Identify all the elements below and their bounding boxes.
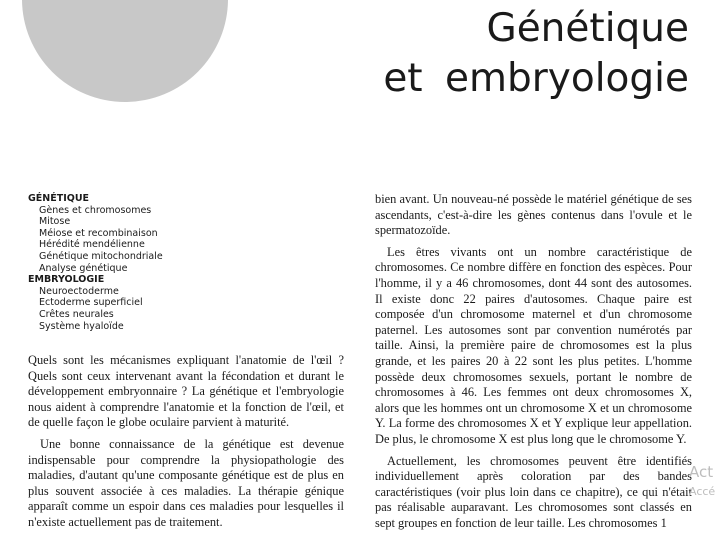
body-column-right <box>375 192 692 537</box>
watermark-line-1: Act <box>689 463 714 481</box>
activation-watermark <box>689 462 715 502</box>
chapter-contents <box>28 193 328 332</box>
toc-item: Analyse génétique <box>39 262 128 274</box>
toc-item: Génétique mitochondriale <box>39 250 163 262</box>
decorative-circle <box>22 0 228 102</box>
watermark-line-2: Accé <box>689 485 716 498</box>
toc-item: Neuroectoderme <box>39 285 119 297</box>
title-line-2: et embryologie <box>383 56 689 101</box>
toc-item: Gènes et chromosomes <box>39 204 152 216</box>
paragraph: bien avant. Un nouveau-né possède le matériel génétique de ses ascendants, c'est-à-dire les gènes contenus dans l'ovule et le spermatozoïde. <box>375 192 692 238</box>
toc-item: Hérédité mendélienne <box>39 239 145 251</box>
toc-heading: EMBRYOLOGIE <box>28 274 105 286</box>
paragraph: Les êtres vivants ont un nombre caractéristique de chromosomes. Ce nombre diffère en fonction des espèces. Pour l'homme, il y a 46 chromosomes, dont 44 sont des autosomes. Il existe donc 22 paires d'autosomes. Chaque paire est composée d'un chromosome maternel et d'un chromosome paternel. Les autosomes sont par convention numérotés par taille. Ainsi, la première paire de chromosomes est la plus grande, et les paires 20 à 22 sont les plus petites. L'homme possède deux chromosomes sexuels, portant le nombre de chromosomes à 46. Les femmes ont deux chromosomes X, alors que les hommes ont un chromosome X et un chromosome Y. La forme des chromosomes X et Y explique leur appellation. De plus, le chromosome X est plus long que le chromosome Y. <box>375 244 692 446</box>
toc-item: Mitose <box>39 216 71 228</box>
paragraph: Quels sont les mécanismes expliquant l'anatomie de l'œil ? Quels sont ceux intervenant avant la fécondation et durant le développement embryonnaire ? La génétique et l'embryologie nous aident à comprendre l'anatomie et la fonction de l'œil, et de quelle façon le globe oculaire parvient à maturité. <box>28 353 344 430</box>
toc-item: Ectoderme superficiel <box>39 297 143 309</box>
toc-item: Méiose et recombinaison <box>39 227 158 239</box>
toc-item: Système hyaloïde <box>39 320 124 332</box>
body-column-left <box>28 353 344 537</box>
chapter-title <box>383 4 689 104</box>
toc-heading: GÉNÉTIQUE <box>28 193 90 204</box>
paragraph: Actuellement, les chromosomes peuvent être identifiés individuellement après coloration par des bandes caractéristiques (voir plus loin dans ce chapitre), ce qui n'était pas réalisable auparavant. Les chromosomes sont classés en sept groupes en fonction de leur taille. Les chromosomes 1 <box>375 453 692 530</box>
title-line-1: Génétique <box>486 6 689 51</box>
toc-section-embryologie <box>28 274 328 332</box>
paragraph: Une bonne connaissance de la génétique est devenue indispensable pour comprendre la physiopathologie des maladies, d'autant qu'une composante génétique est de plus en plus souvent associée à ces maladies. La thérapie génique apparaît comme un espoir dans ces maladies pour lesquelles il n'existe actuellement pas de traitement. <box>28 436 344 529</box>
toc-section-genetique <box>28 193 328 274</box>
toc-item: Crêtes neurales <box>39 308 114 320</box>
